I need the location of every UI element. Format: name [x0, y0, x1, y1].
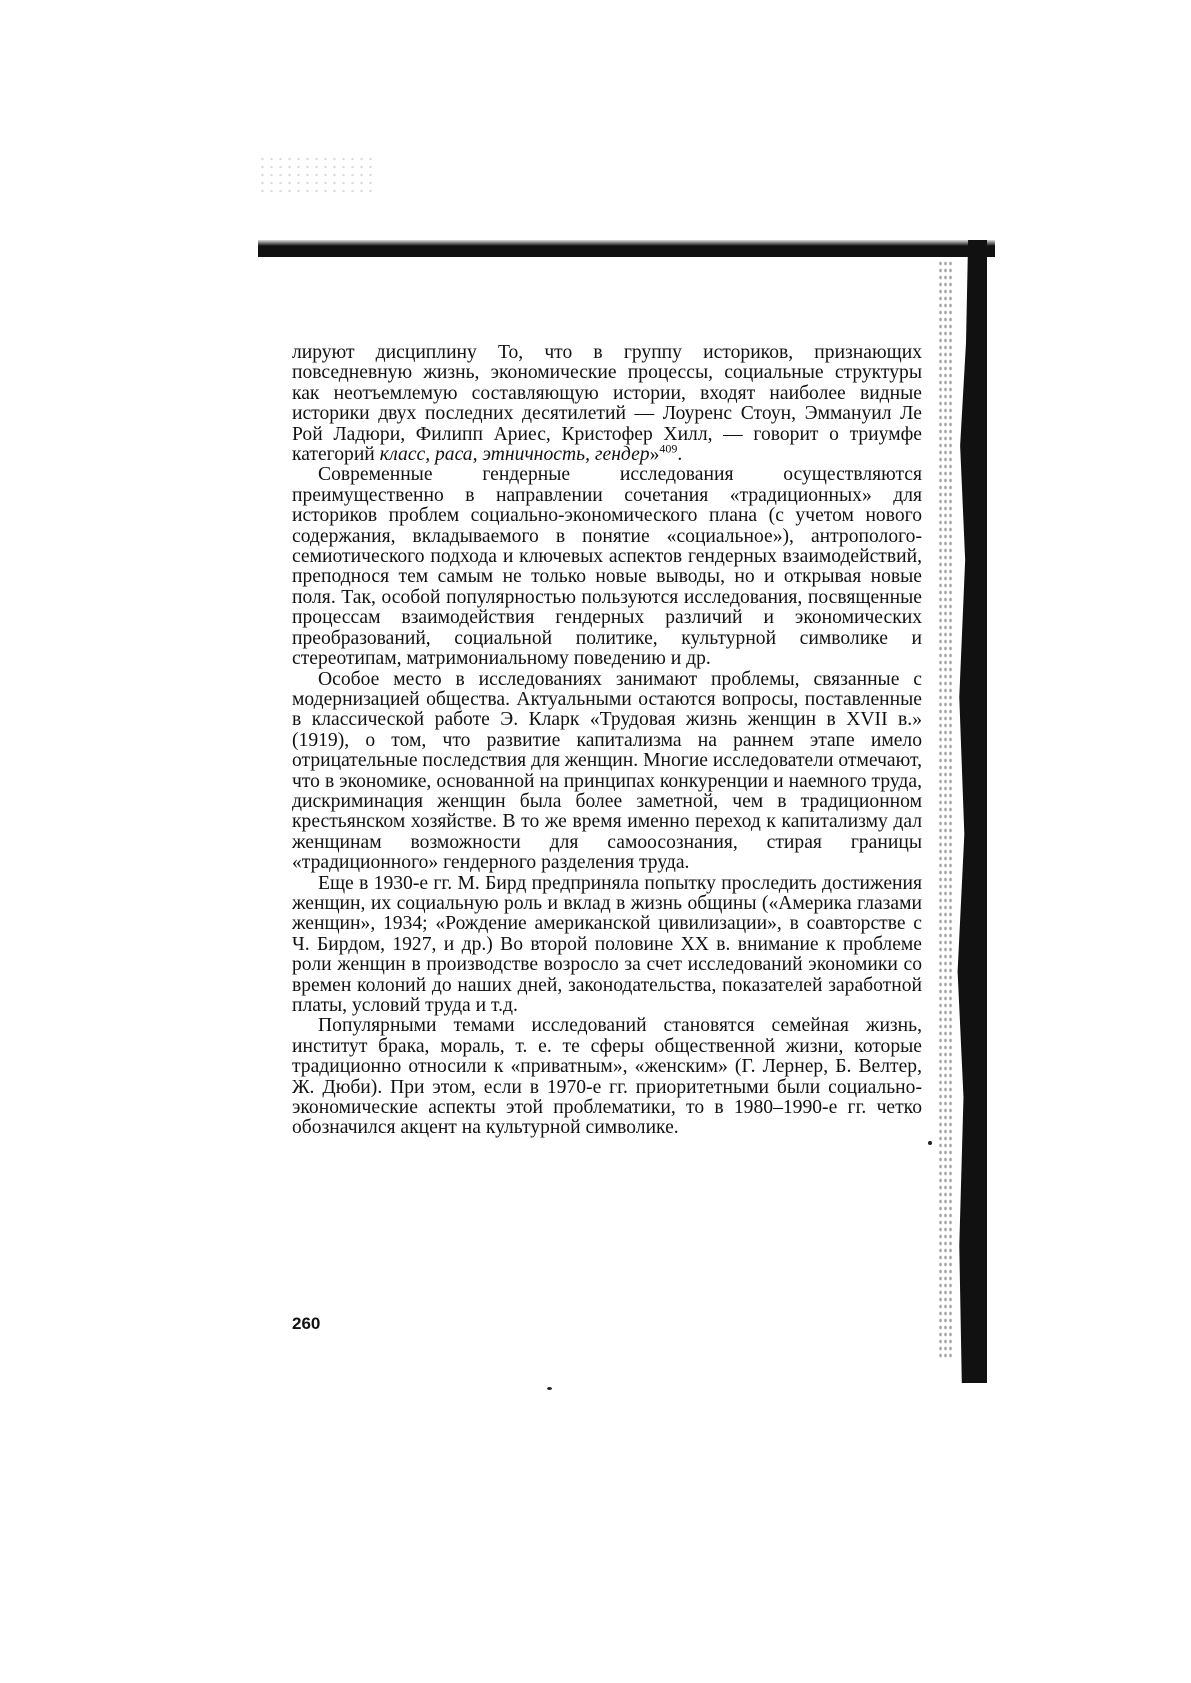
paragraph-5: Популярными темами исследований становятся семейная жизнь, институт брака, мораль, т. е. те сферы общественной жизни, которые традиционно относили к «приватным», «женским» (Г. Лернер, Б. Велтер, Ж. Дюби). При этом, если в 1970-е гг. приоритетными были социально-экономические аспекты этой проблематики, то в 1980–1990-е гг. четко обозначился акцент на культурной символике.	[292, 1015, 922, 1139]
scan-noise	[258, 155, 378, 195]
paragraph-1-quote: »	[649, 444, 660, 466]
paragraph-1-italic: класс, раса, этничность, гендер	[379, 444, 650, 466]
paragraph-1-text: лируют дисциплину То, что в группу историков, признающих повседневную жизнь, экономические процессы, социальные структуры как неотъемлемую составляющую истории, входят наиболее видные историки двух последних десятилетий — Лоуренс Стоун, Эммануил Ле Рой Ладюри, Филипп Ариес, Кристофер Хилл, — говорит о триумфе категорий	[292, 342, 922, 466]
footnote-ref: 409	[659, 441, 678, 456]
paragraph-1-end: .	[677, 444, 683, 466]
scan-speck	[547, 1387, 552, 1390]
scan-shadow-top	[258, 240, 995, 257]
paragraph-2: Современные гендерные исследования осуществляются преимущественно в направлении сочетания «традиционных» для историков проблем социально-экономического плана (с учетом нового содержания, вкладываемого в понятие «социальное»), антрополого-семиотического подхода и ключевых аспектов гендерных взаимодействий, преподнося тем самым не только новые выводы, но и открывая новые поля. Так, особой популярностью пользуются исследования, посвященные процессам взаимодействия гендерных различий и экономических преобразований, социальной политике, культурной символике и стереотипам, матримониальному поведению и др.	[292, 464, 922, 670]
paragraph-3: Особое место в исследованиях занимают проблемы, связанные с модернизацией общества. Актуальными остаются вопросы, поставленные в классической работе Э. Кларк «Трудовая жизнь женщин в XVII в.» (1919), о том, что развитие капитализма на раннем этапе имело отрицательные последствия для женщин. Многие исследователи отмечают, что в экономике, основанной на принципах конкуренции и наемного труда, дискриминация женщин была более заметной, чем в традиционном крестьянском хозяйстве. В то же время именно переход к капитализму дал женщинам возможности для самоосознания, стирая границы «традиционного» гендерного разделения труда.	[292, 668, 922, 874]
page-body	[292, 343, 922, 1139]
paragraph-1	[292, 343, 922, 465]
scan-noise-right	[938, 260, 952, 1360]
page-number: 260	[292, 1314, 321, 1333]
scan-speck	[928, 1141, 932, 1145]
paragraph-4: Еще в 1930-е гг. М. Бирд предприняла попытку проследить достижения женщин, их социальную роль и вклад в жизнь общины («Америка глазами женщин», 1934; «Рождение американской цивилизации», в соавторстве с Ч. Бирдом, 1927, и др.) Во второй половине XX в. внимание к проблеме роли женщин в производстве возросло за счет исследований экономики со времен колоний до наших дней, законодательства, показателей заработной платы, условий труда и т.д.	[292, 872, 922, 1016]
